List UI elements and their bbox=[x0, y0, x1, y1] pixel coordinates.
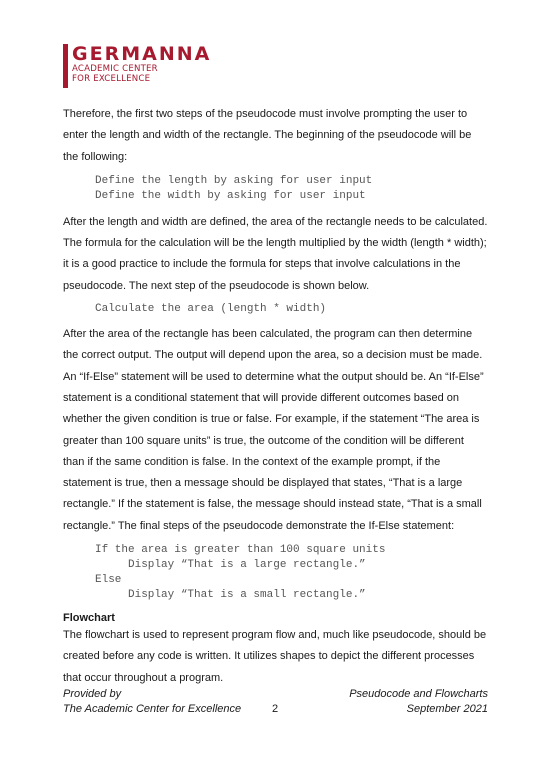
code-block-define: Define the length by asking for user input Define the width by asking for user input bbox=[95, 174, 373, 202]
paragraph-calculation: After the length and width are defined, the area of the rectangle needs to be calculated. The formula for the calculation will be the length multiplied by the width (length * width); it is a good practice to include the formula for steps that involve calculations in the pseudocode. The next step of the pseudocode is shown below. bbox=[63, 215, 488, 292]
heading-flowchart: Flowchart bbox=[63, 612, 115, 625]
footer-doc-title: Pseudocode and Flowcharts bbox=[349, 688, 488, 700]
paragraph-flowchart: The flowchart is used to represent program flow and, much like pseudocode, should be created before any code is written. It utilizes shapes to depict the different processes that occur throughout a program. bbox=[63, 629, 487, 684]
paragraph-if-else: After the area of the rectangle has been calculated, the program can then determine the correct output. The output will depend upon the area, so a decision must be made. An “If-Else” statement will be used to determine what the output should be. An “If-Else” statement is a conditional statement that will provide different outcomes based on whether the given condition is true or false. For example, if the statement “The area is greater than 100 square units” is true, the outcome of the condition will be different than if the same condition is false. In the context of the example prompt, if the statement is true, then a message should be displayed that states, “That is a large rectangle.” If the statement is false, the message should instead state, “That is a small rectangle.” The final steps of the pseudocode demonstrate the If-Else statement: bbox=[63, 328, 484, 532]
document-body bbox=[63, 104, 488, 689]
logo-text bbox=[72, 44, 211, 88]
page-number: 2 bbox=[272, 703, 279, 715]
code-block-if-else: If the area is greater than 100 square units Display “That is a large rectangle.” Else Display “That is a small rectangle.” bbox=[95, 544, 386, 602]
germanna-logo bbox=[63, 44, 211, 88]
logo-name: GERMANNA bbox=[72, 43, 212, 65]
paragraph-intro: Therefore, the first two steps of the pseudocode must involve prompting the user to enter the length and width of the rectangle. The beginning of the pseudocode will be the following: bbox=[63, 108, 472, 163]
footer-provided-by: Provided by bbox=[63, 688, 122, 700]
logo-line-2: FOR EXCELLENCE bbox=[72, 74, 151, 84]
logo-line-1: ACADEMIC CENTER bbox=[72, 64, 158, 74]
footer-organization: The Academic Center for Excellence bbox=[63, 703, 242, 715]
footer-row-2 bbox=[63, 702, 488, 717]
page-footer bbox=[63, 687, 488, 717]
logo-accent-bar bbox=[63, 44, 68, 88]
footer-row-1 bbox=[63, 687, 488, 702]
code-block-calculate: Calculate the area (length * width) bbox=[95, 303, 327, 316]
footer-date: September 2021 bbox=[406, 703, 488, 715]
